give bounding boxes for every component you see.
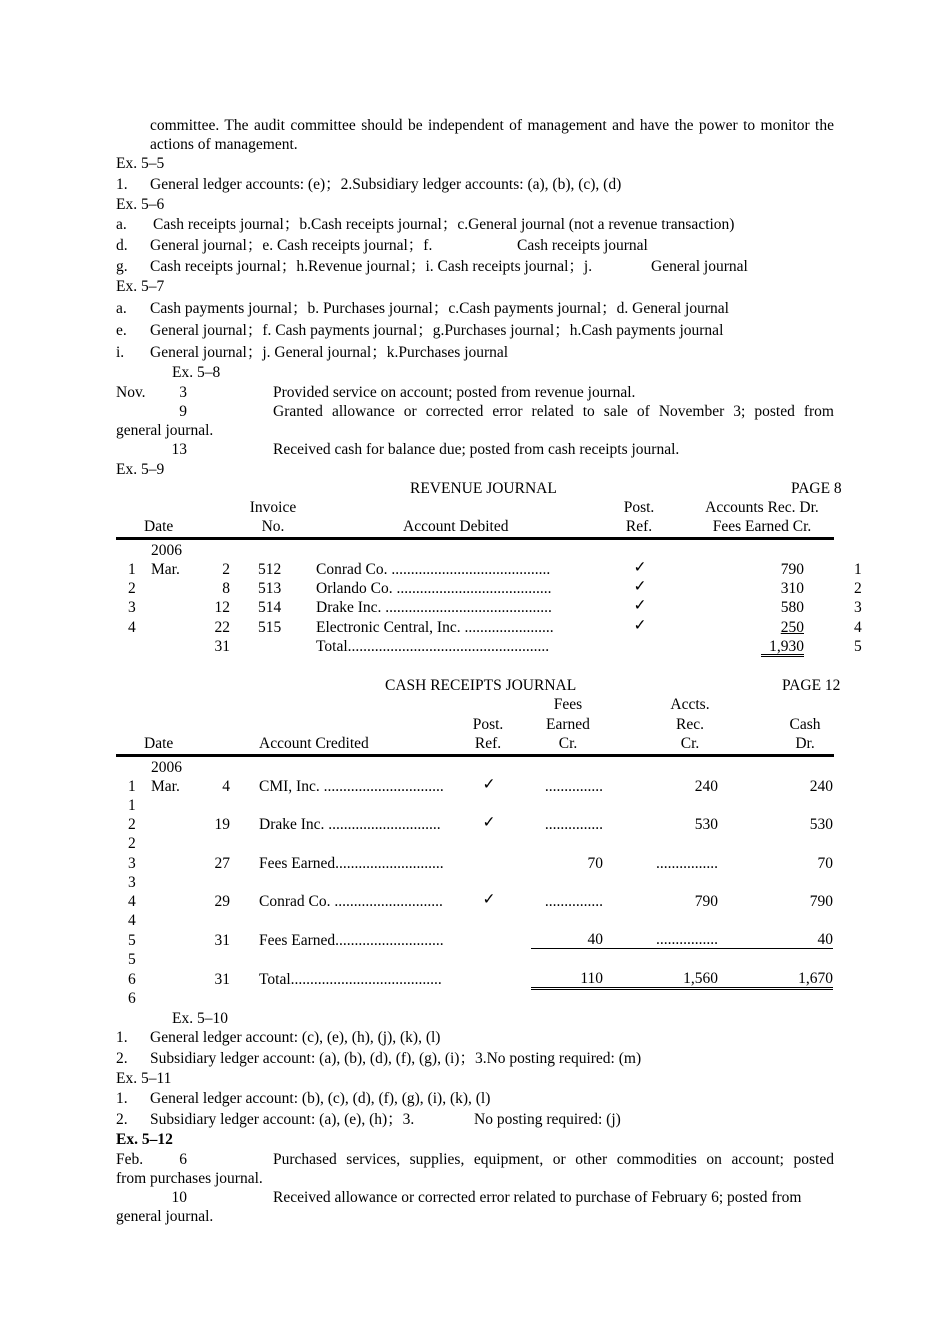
ex58-text-1: Provided service on account; posted from revenue journal. (273, 384, 636, 401)
check-icon: ✓ (633, 559, 647, 576)
rev-header-rule (116, 537, 834, 540)
rev-row-line-number: 2 (854, 580, 862, 597)
rev-row-invoice: 514 (258, 599, 282, 616)
ex57-label-i: i. (116, 344, 125, 361)
ex57-label-a: a. (116, 300, 127, 317)
rev-row-account: Orlando Co. ........................................ (316, 580, 552, 597)
cash-row-cash: 530 (809, 816, 833, 833)
rev-row-line-number: 5 (854, 638, 862, 655)
rev-row-day: 12 (214, 599, 230, 616)
ex510-text-2: Subsidiary ledger account: (a), (b), (d), (f), (g), (i)；3.No posting required: (m) (150, 1050, 642, 1067)
cash-row-account: Fees Earned............................ (259, 855, 444, 872)
cash-header-accts-2: Rec. (676, 716, 704, 733)
cash-header-account: Account Credited (259, 735, 369, 752)
cash-month: Mar. (151, 778, 180, 795)
ex58-day-2: 9 (179, 403, 187, 420)
ex58-day-3: 13 (171, 441, 187, 458)
ex56-tail-d: Cash receipts journal (517, 237, 648, 254)
cash-header-rule (116, 754, 834, 757)
ex512-month: Feb. (116, 1151, 144, 1168)
cash-header-cash-1: Cash (789, 716, 821, 733)
cash-row-line-number: 2 (128, 835, 136, 852)
ex57-text-e: General journal；f. Cash payments journal；g.Purchases journal；h.Cash payments journal (150, 322, 724, 339)
cash-row-number: 3 (128, 855, 136, 872)
cash-row-day: 19 (214, 816, 230, 833)
ex510-label-2: 2. (116, 1050, 128, 1067)
check-icon: ✓ (633, 578, 647, 595)
rev-row-amount-value: 250 (780, 619, 804, 636)
ex512-cont-1: from purchases journal. (116, 1170, 263, 1187)
ex510-text-1: General ledger account: (c), (e), (h), (j), (k), (l) (150, 1029, 441, 1046)
cash-row-cash: 790 (809, 893, 833, 910)
cash-header-fees-1: Fees (553, 696, 583, 713)
cash-row-accts: ................ (603, 932, 718, 949)
ex56-label-a: a. (116, 216, 127, 233)
cash-header-date: Date (144, 735, 174, 752)
rev-row-day: 8 (222, 580, 230, 597)
cash-row-day: 4 (222, 778, 230, 795)
ex512-cont-2: general journal. (116, 1208, 214, 1225)
ex512-text-2: Received allowance or corrected error related to purchase of February 6; posted from (273, 1189, 802, 1206)
cash-row-day: 31 (214, 971, 230, 988)
ex511-heading: Ex. 5–11 (116, 1070, 172, 1087)
rev-header-post-2: Ref. (625, 518, 653, 535)
ex512-text-1: Purchased services, supplies, equipment, or other commodities on account; posted (273, 1151, 834, 1168)
check-icon: ✓ (633, 617, 647, 634)
ex56-label-d: d. (116, 237, 128, 254)
rev-row-day: 2 (222, 561, 230, 578)
ex58-text-2: Granted allowance or corrected error related to sale of November 3; posted from (273, 403, 834, 420)
cash-row-line-number: 5 (128, 951, 136, 968)
rev-header-post-1: Post. (623, 499, 655, 516)
ex511-tail-2: No posting required: (j) (474, 1111, 621, 1128)
cash-header-post-2: Ref. (474, 735, 502, 752)
rev-row-amount (740, 619, 804, 637)
rev-row-account: Total.................................................... (316, 638, 550, 655)
ex56-text-a: Cash receipts journal；b.Cash receipts journal；c.General journal (not a revenue transaction) (153, 216, 735, 233)
ex512-day-2: 10 (171, 1189, 187, 1206)
revenue-journal-page: PAGE 8 (791, 480, 842, 497)
rev-row-number: 2 (128, 580, 136, 597)
cash-row-cash: 40 (718, 932, 833, 949)
ex58-day-1: 3 (179, 384, 187, 401)
rev-row-amount: 790 (780, 561, 804, 578)
cash-row-line-number: 1 (128, 797, 136, 814)
ex57-label-e: e. (116, 322, 127, 339)
rev-header-invoice-2: No. (261, 518, 285, 535)
rev-month: Mar. (151, 561, 180, 578)
cash-row-number: 1 (128, 778, 136, 795)
check-icon: ✓ (482, 776, 496, 793)
cash-row-day: 29 (214, 893, 230, 910)
ex57-text-a: Cash payments journal；b. Purchases journal；c.Cash payments journal；d. General journal (150, 300, 729, 317)
cash-row-number: 6 (128, 971, 136, 988)
ex511-text-1: General ledger account: (b), (c), (d), (f), (g), (i), (k), (l) (150, 1090, 491, 1107)
ex58-text-3: Received cash for balance due; posted from cash receipts journal. (273, 441, 680, 458)
cash-row-number: 4 (128, 893, 136, 910)
cash-row-account: Total....................................... (259, 971, 442, 988)
intro-paragraph: committee. The audit committee should be independent of management and have the power to monitor the actions of management. (150, 117, 834, 153)
rev-row-line-number: 4 (854, 619, 862, 636)
rev-row-amount: 310 (780, 580, 804, 597)
cash-total-accts: 1,560 (603, 971, 718, 990)
cash-header-fees-3: Cr. (558, 735, 578, 752)
ex511-label-2: 2. (116, 1111, 128, 1128)
cash-row-account: CMI, Inc. ............................... (259, 778, 444, 795)
cash-row-line-number: 4 (128, 912, 136, 929)
cash-row-line-number: 6 (128, 990, 136, 1007)
rev-total-amount-value: 1,930 (761, 639, 804, 657)
ex56-text-g: Cash receipts journal；h.Revenue journal；i. Cash receipts journal；j. (150, 258, 593, 275)
ex511-label-1: 1. (116, 1090, 128, 1107)
cash-row-number: 2 (128, 816, 136, 833)
ex55-item-text: General ledger accounts: (e)；2.Subsidiary ledger accounts: (a), (b), (c), (d) (150, 176, 622, 193)
ex512-day-1: 6 (179, 1151, 187, 1168)
rev-row-line-number: 3 (854, 599, 862, 616)
cash-total-cash: 1,670 (718, 971, 833, 990)
check-icon: ✓ (482, 814, 496, 831)
ex58-heading: Ex. 5–8 (172, 364, 221, 381)
cash-row-fees: 40 (531, 932, 603, 949)
rev-header-amount-2: Fees Earned Cr. (712, 518, 812, 535)
rev-header-account: Account Debited (403, 518, 509, 535)
rev-row-day: 22 (214, 619, 230, 636)
ex510-heading: Ex. 5–10 (172, 1010, 228, 1027)
cash-row-fees: 70 (587, 855, 603, 872)
rev-row-line-number: 1 (854, 561, 862, 578)
ex510-label-1: 1. (116, 1029, 128, 1046)
check-icon: ✓ (482, 891, 496, 908)
cash-total-fees: 110 (531, 971, 603, 990)
cash-row-fees: ............... (544, 816, 603, 833)
revenue-journal-title: REVENUE JOURNAL (410, 480, 557, 497)
rev-header-invoice-1: Invoice (249, 499, 297, 516)
rev-total-amount (740, 638, 804, 657)
cash-row-day: 31 (214, 932, 230, 949)
cash-journal-title: CASH RECEIPTS JOURNAL (385, 677, 577, 694)
cash-row-accts: ................ (656, 855, 718, 872)
cash-header-accts-1: Accts. (670, 696, 710, 713)
rev-row-account: Drake Inc. ........................................... (316, 599, 552, 616)
rev-row-number: 3 (128, 599, 136, 616)
cash-header-cash-2: Dr. (795, 735, 815, 752)
ex58-cont-2: general journal. (116, 422, 214, 439)
rev-header-amount-1: Accounts Rec. Dr. (705, 499, 819, 516)
cash-row-fees: ............... (544, 778, 603, 795)
cash-year: 2006 (151, 759, 182, 776)
ex59-heading: Ex. 5–9 (116, 461, 165, 478)
rev-row-number: 4 (128, 619, 136, 636)
cash-header-fees-2: Earned (546, 716, 590, 733)
rev-row-day: 31 (214, 638, 230, 655)
rev-year: 2006 (151, 542, 182, 559)
ex55-item-number: 1. (116, 176, 128, 193)
ex56-heading: Ex. 5–6 (116, 196, 165, 213)
cash-row-line-number: 3 (128, 874, 136, 891)
rev-row-amount: 580 (780, 599, 804, 616)
cash-row-day: 27 (214, 855, 230, 872)
cash-row-accts: 790 (694, 893, 718, 910)
cash-header-accts-3: Cr. (680, 735, 700, 752)
ex512-heading: Ex. 5–12 (116, 1131, 173, 1148)
cash-row-accts: 240 (694, 778, 718, 795)
ex56-text-d: General journal；e. Cash receipts journal；f. (150, 237, 433, 254)
rev-row-number: 1 (128, 561, 136, 578)
rev-row-account: Electronic Central, Inc. ....................... (316, 619, 554, 636)
ex56-tail-g: General journal (651, 258, 748, 275)
ex511-text-2: Subsidiary ledger account: (a), (e), (h)；3. (150, 1111, 415, 1128)
cash-header-post-1: Post. (472, 716, 504, 733)
ex56-label-g: g. (116, 258, 128, 275)
ex55-heading: Ex. 5–5 (116, 155, 165, 172)
rev-row-invoice: 513 (258, 580, 282, 597)
rev-row-invoice: 512 (258, 561, 282, 578)
cash-row-account: Conrad Co. ............................ (259, 893, 443, 910)
ex58-month: Nov. (116, 384, 146, 401)
cash-journal-page: PAGE 12 (782, 677, 841, 694)
cash-row-account: Drake Inc. ............................. (259, 816, 441, 833)
cash-row-number: 5 (128, 932, 136, 949)
check-icon: ✓ (633, 597, 647, 614)
rev-header-date: Date (144, 518, 174, 535)
cash-row-account: Fees Earned............................ (259, 932, 444, 949)
cash-row-cash: 240 (809, 778, 833, 795)
ex57-heading: Ex. 5–7 (116, 278, 165, 295)
rev-row-invoice: 515 (258, 619, 282, 636)
cash-row-cash: 70 (817, 855, 833, 872)
cash-row-fees: ............... (544, 893, 603, 910)
rev-row-account: Conrad Co. ......................................... (316, 561, 551, 578)
cash-row-accts: 530 (694, 816, 718, 833)
ex57-text-i: General journal；j. General journal；k.Purchases journal (150, 344, 509, 361)
